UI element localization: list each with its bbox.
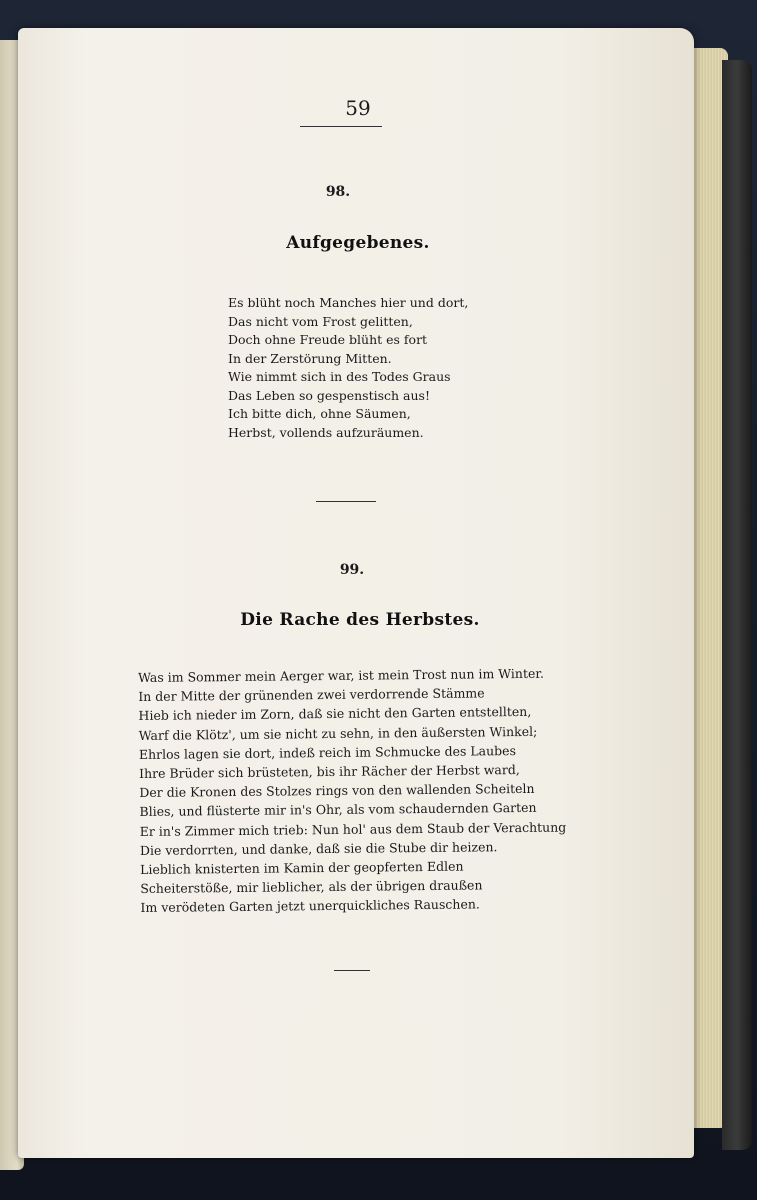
verse-line: Die verdorrten, und danke, daß sie die Stube dir heizen. (139, 839, 498, 858)
verse-line: Das Leben so gespenstisch aus! (228, 387, 430, 403)
verse-line: Das nicht vom Frost gelitten, (228, 313, 413, 329)
verse-line: Herbst, vollends aufzuräumen. (228, 424, 424, 440)
poem-title-98: Aufgegebenes. (286, 233, 430, 253)
verse-line: Er in's Zimmer mich trieb: Nun hol' aus dem Staub der Verachtung (139, 819, 567, 839)
verse-line: Scheiterstöße, mir lieblicher, als der übrigen draußen (140, 877, 483, 897)
poem-number-99: 99. (339, 562, 365, 578)
verse-line: Im verödeten Garten jetzt unerquickliches Rauschen. (140, 896, 480, 916)
page-number-rule (300, 126, 382, 127)
verse-line: Der die Kronen des Stolzes rings von den wallenden Scheiteln (139, 781, 535, 801)
poem-number-98: 98. (325, 184, 351, 200)
verse-line: Ehrlos lagen sie dort, indeß reich im Schmucke des Laubes (138, 742, 517, 762)
book-page (18, 28, 694, 1158)
verse-line: In der Mitte der grünenden zwei verdorrende Stämme (138, 685, 485, 705)
verse-line: Warf die Klötz', um sie nicht zu sehn, in den äußersten Winkel; (138, 723, 538, 743)
end-divider (334, 970, 370, 971)
verse-line: Was im Sommer mein Aerger war, ist mein Trost nun im Winter. (138, 665, 544, 685)
verse-line: Ihre Brüder sich brüsteten, bis ihr Rächer der Herbst ward, (139, 762, 520, 782)
section-divider (316, 501, 376, 502)
verse-line: Blies, und flüsterte mir in's Ohr, als vom schaudernden Garten (139, 800, 537, 820)
verse-line: Es blüht noch Manches hier und dort, (228, 295, 469, 310)
verse-line: Doch ohne Freude blüht es fort (228, 332, 428, 347)
book-cover (722, 60, 752, 1150)
verse-line: Hieb ich nieder im Zorn, daß sie nicht den Garten entstellten, (138, 704, 532, 724)
poem-title-99: Die Rache des Herbstes. (240, 610, 480, 630)
poem-verses-98 (228, 294, 468, 442)
verse-line: Wie nimmt sich in des Todes Graus (228, 369, 451, 384)
verse-line: Ich bitte dich, ohne Säumen, (228, 406, 411, 421)
poem-verses-99 (138, 664, 567, 918)
verse-line: Lieblich knisterten im Kamin der geopferten Edlen (140, 858, 464, 878)
verse-line: In der Zerstörung Mitten. (228, 350, 392, 366)
page-number: 59 (345, 96, 371, 120)
